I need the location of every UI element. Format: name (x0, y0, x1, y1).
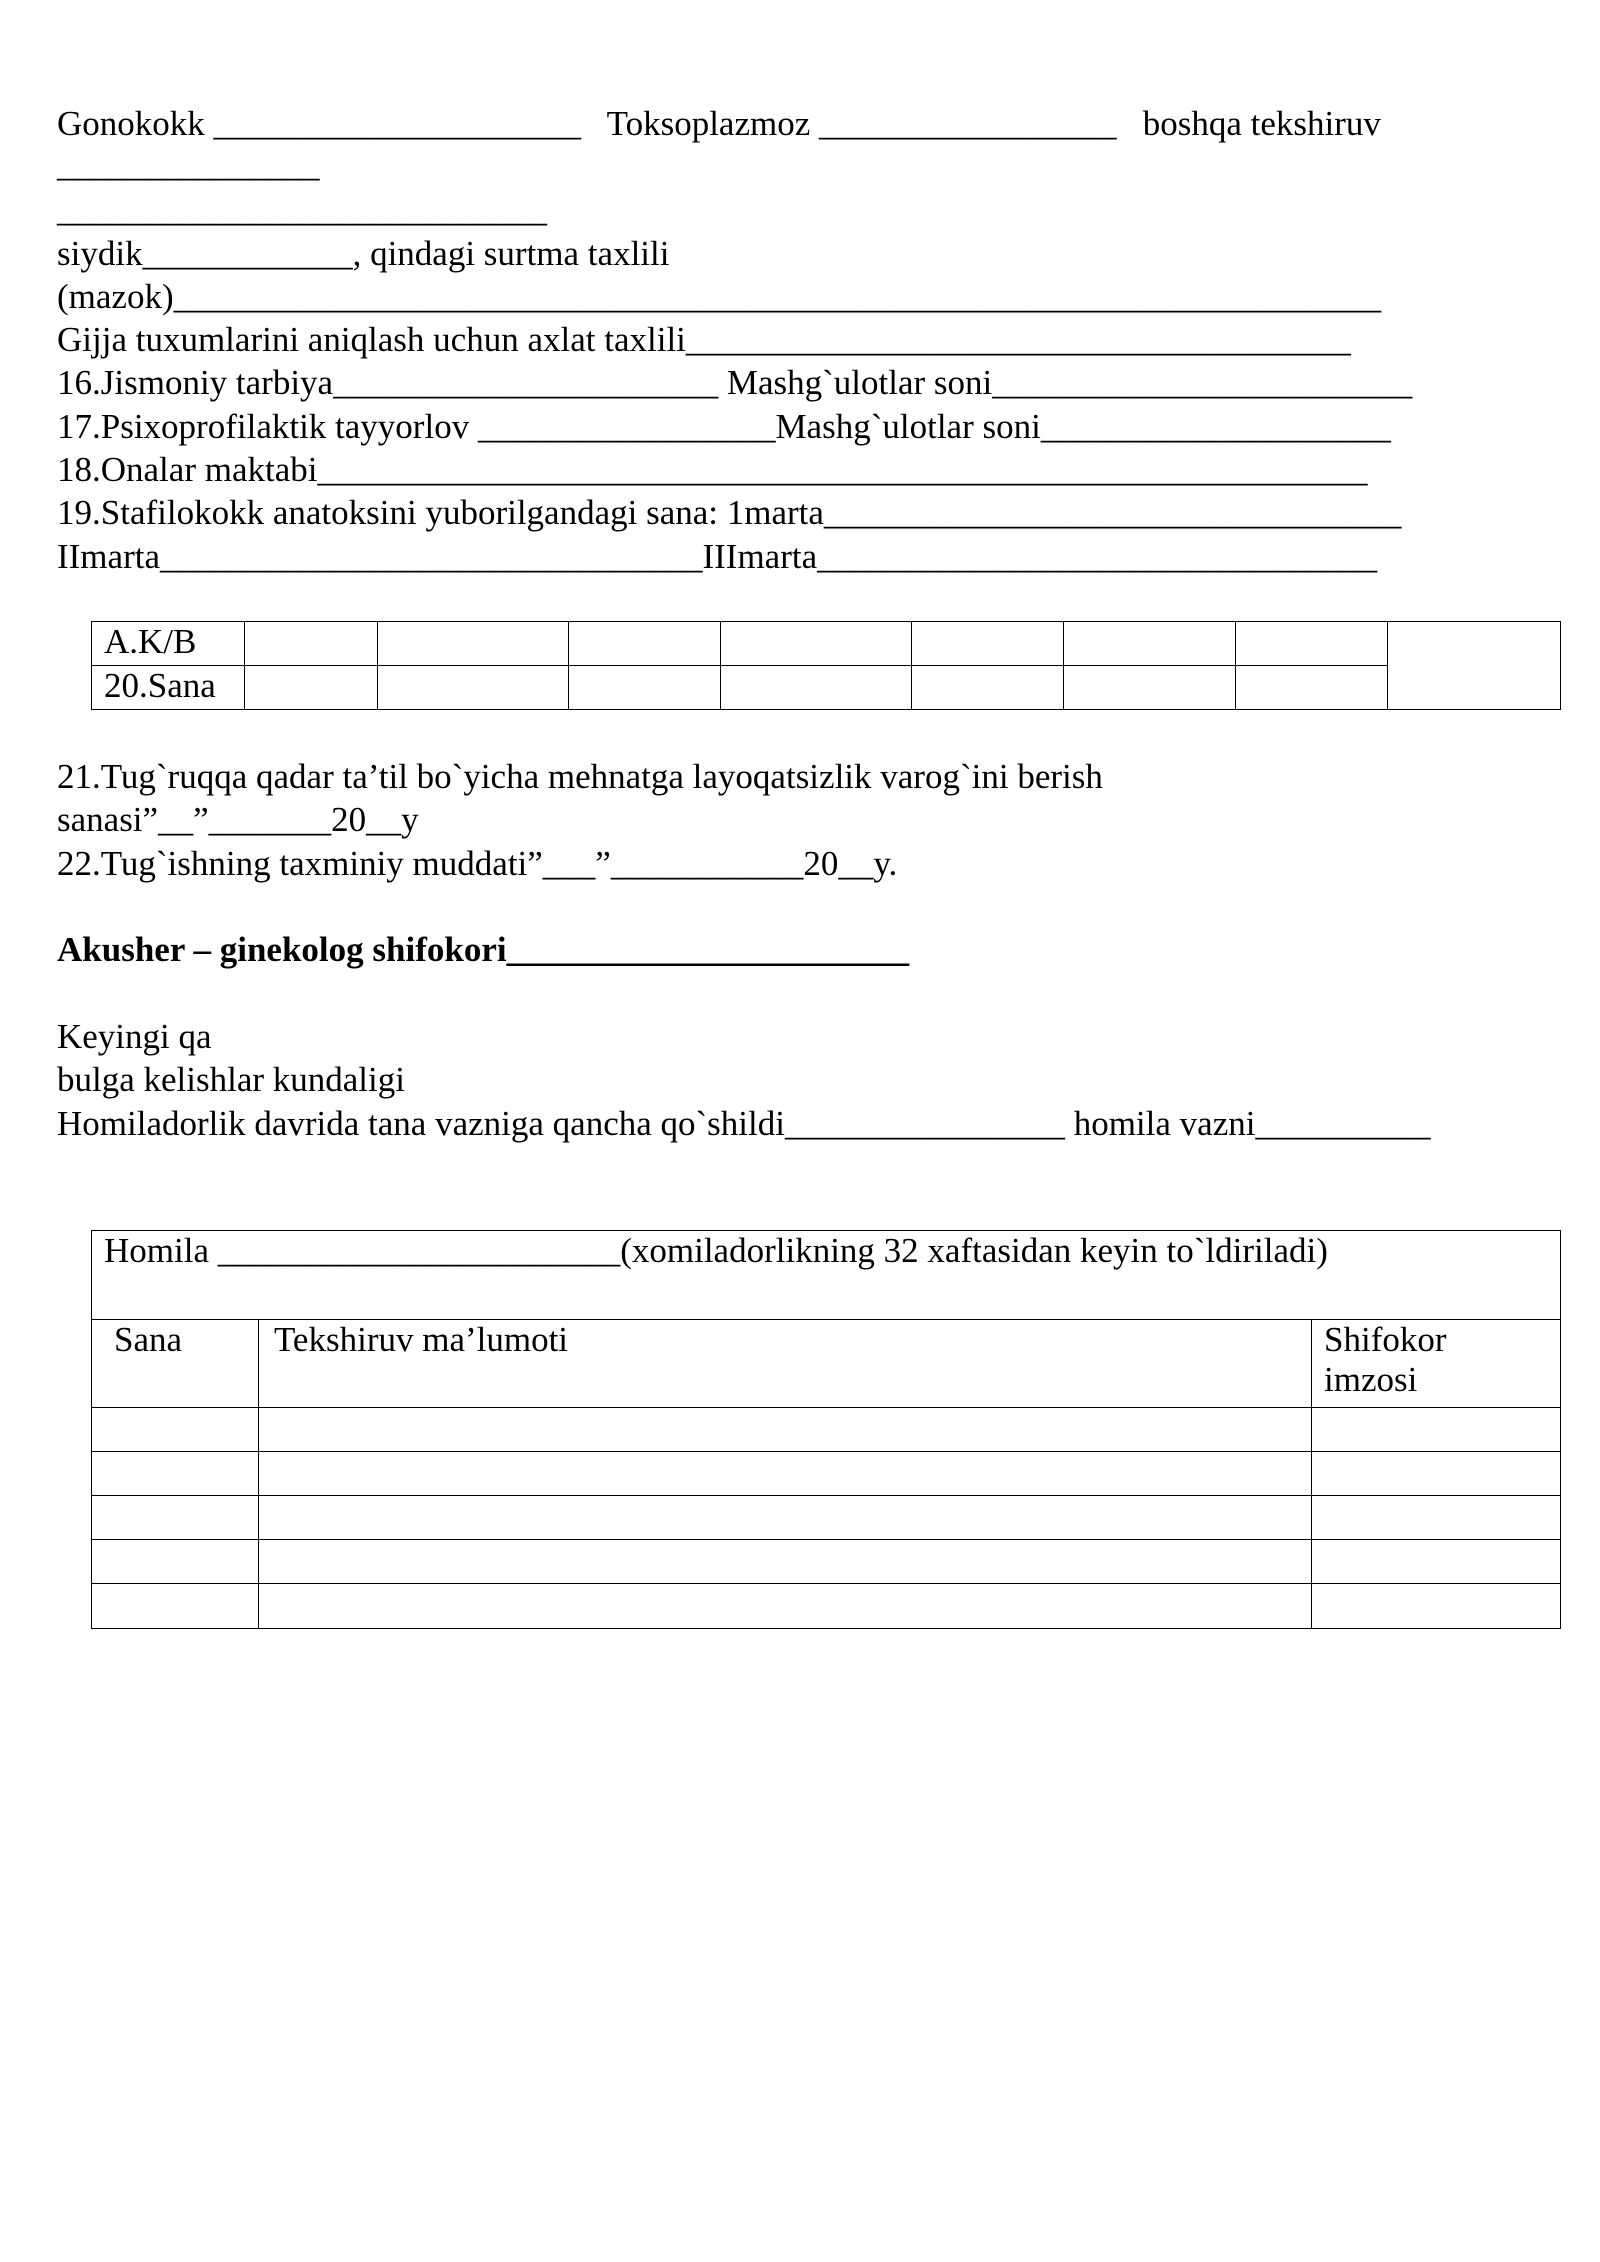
line-item-19-continued: IImarta_______________________________IIImarta________________________________ (57, 537, 1378, 576)
akb-cell (378, 622, 569, 666)
line-item-18: 18.Onalar maktabi____________________________________________________________ (57, 450, 1368, 489)
obstetrician-signature-line: Akusher – ginekolog shifokori_______________________ (57, 930, 910, 969)
cell (1312, 1584, 1561, 1629)
date-cell (1064, 666, 1236, 710)
date-cell (378, 666, 569, 710)
cell (259, 1496, 1312, 1540)
table-row (92, 1452, 1561, 1496)
cell (259, 1540, 1312, 1584)
table-row (92, 1540, 1561, 1584)
line-tests: Gonokokk _____________________ Toksoplazmoz _________________ boshqa tekshiruv (57, 104, 1381, 143)
line-next-visits-2: bulga kelishlar kundaligi (57, 1060, 405, 1099)
akb-cell (569, 622, 721, 666)
date-cell (721, 666, 912, 710)
cell (1312, 1496, 1561, 1540)
cell (259, 1452, 1312, 1496)
cell (92, 1408, 259, 1452)
column-header-exam: Tekshiruv ma’lumoti (259, 1320, 1312, 1408)
table-row (92, 1496, 1561, 1540)
date-cell (912, 666, 1064, 710)
line-stool-analysis: Gijja tuxumlarini aniqlash uchun axlat taxlili______________________________________ (57, 320, 1351, 359)
akb-label: A.K/B (92, 622, 245, 666)
date-cell (245, 666, 378, 710)
akb-table (91, 621, 1561, 710)
column-header-signature: Shifokor imzosi (1312, 1320, 1561, 1408)
cell (92, 1540, 259, 1584)
table-row (92, 1584, 1561, 1629)
akb-cell (721, 622, 912, 666)
cell (1312, 1408, 1561, 1452)
line-tests-continued: _______________ (57, 145, 320, 184)
column-header-date: Sana (92, 1320, 259, 1408)
akb-cell (245, 622, 378, 666)
cell (92, 1584, 259, 1629)
line-blank: ____________________________ (57, 190, 547, 229)
cell (92, 1496, 259, 1540)
cell (259, 1408, 1312, 1452)
table-row (92, 1408, 1561, 1452)
akb-merged-cell (1388, 622, 1561, 710)
cell (1312, 1452, 1561, 1496)
visit-diary-table (91, 1230, 1561, 1629)
line-item-17: 17.Psixoprofilaktik tayyorlov _________________Mashg`ulotlar soni____________________ (57, 407, 1391, 446)
line-urine-smear: siydik____________, qindagi surtma taxlili (57, 234, 670, 273)
akb-cell (912, 622, 1064, 666)
akb-cell (1236, 622, 1388, 666)
cell (1312, 1540, 1561, 1584)
line-item-22: 22.Tug`ishning taxminiy muddati”___”___________20__y. (57, 844, 898, 883)
line-item-21: 21.Tug`ruqqa qadar ta’til bo`yicha mehnatga layoqatsizlik varog`ini berish (57, 757, 1103, 796)
fetus-header: Homila _______________________(xomiladorlikning 32 xaftasidan keyin to`ldiriladi) (92, 1231, 1561, 1320)
line-mazok: (mazok)_____________________________________________________________________ (57, 277, 1382, 316)
line-item-21-date: sanasi”__”_______20__y (57, 800, 419, 839)
line-next-visits-1: Keyingi qa (57, 1017, 212, 1056)
date-label: 20.Sana (92, 666, 245, 710)
date-cell (569, 666, 721, 710)
cell (259, 1584, 1312, 1629)
line-item-19: 19.Stafilokokk anatoksini yuborilgandagi sana: 1marta_________________________________ (57, 493, 1402, 532)
date-cell (1236, 666, 1388, 710)
akb-cell (1064, 622, 1236, 666)
line-weight-gain: Homiladorlik davrida tana vazniga qancha qo`shildi________________ homila vazni__________ (57, 1104, 1431, 1143)
line-item-16: 16.Jismoniy tarbiya______________________ Mashg`ulotlar soni________________________ (57, 363, 1413, 402)
cell (92, 1452, 259, 1496)
